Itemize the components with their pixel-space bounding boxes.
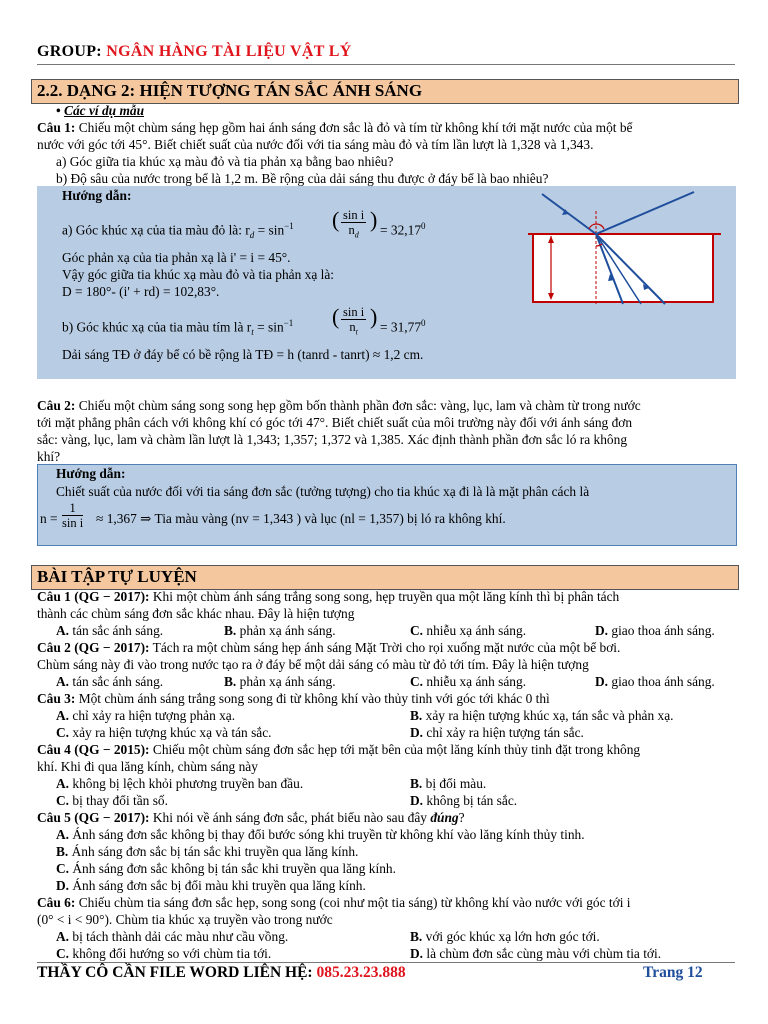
q2-line3: sắc: vàng, lục, lam và chàm lần lượt là 1,343; 1,357; 1,372 và 1,385. Xác định thành phần đơn sắc ló ra không	[37, 432, 628, 447]
ex6-line1: Câu 6: Chiếu chùm tia sáng đơn sắc hẹp, song song (coi như một tia sáng) từ không khí vào nước với góc tới i	[37, 895, 631, 910]
angle-iprime-arc	[596, 224, 604, 229]
q2-line1: Câu 2: Chiếu một chùm sáng song song hẹp gồm bốn thành phần đơn sắc: vàng, lục, lam và chàm từ trong nước	[37, 398, 641, 413]
q1-line1: Câu 1: Chiếu một chùm sáng hẹp gồm hai ánh sáng đơn sắc là đỏ và tím từ không khí tới mặt nước của một bể	[37, 120, 633, 135]
footer-rule	[37, 962, 735, 963]
water-tank	[533, 234, 713, 302]
guide1-line1: a) Góc khúc xạ của tia màu đỏ là: $r_d = \sin^{-1}$	[62, 221, 294, 241]
angle-i-arc	[589, 224, 596, 229]
ex2-C: C. nhiễu xạ ánh sáng.	[410, 674, 527, 689]
paren-left-2: (	[332, 304, 340, 329]
frac1: $\frac{\text{sin i}}{n_d}$	[343, 208, 365, 240]
ex6-B: B. với góc khúc xạ lớn hơn góc tới.	[410, 929, 600, 944]
guide1-line3: Vậy góc giữa tia khúc xạ màu đỏ và tia phản xạ là:	[62, 267, 335, 282]
guide2-n: n =	[40, 511, 58, 526]
guide2-title: Hướng dẫn:	[56, 466, 126, 481]
refraction-diagram	[511, 186, 736, 379]
ex3-A: A. chỉ xảy ra hiện tượng phản xạ.	[56, 708, 236, 723]
guide1-line2: Góc phản xạ của tia phản xạ là i' = i = 45°.	[62, 250, 291, 265]
guide2-frac: $\frac{1}{\text{sin i}}$	[62, 501, 84, 530]
ex1-D: D. giao thoa ánh sáng.	[595, 623, 715, 638]
header-rule	[37, 64, 735, 65]
ex4-A: A. không bị lệch khỏi phương truyền ban đầu.	[56, 776, 304, 791]
ex3-line1: Câu 3: Một chùm ánh sáng trắng song song đi từ không khí vào thủy tinh với góc tới khác 0 thì	[37, 691, 550, 706]
guide1-title: Hướng dẫn:	[62, 188, 132, 203]
guide1-line6: Dải sáng TĐ ở đáy bể có bề rộng là TĐ = h (tanrd - tanrt) ≈ 1,2 cm.	[62, 347, 424, 362]
ex5-C: C. Ánh sáng đơn sắc không bị tán sắc khi truyền qua lăng kính.	[56, 861, 396, 876]
ex4-line2: khí. Khi đi qua lăng kính, chùm sáng này	[37, 759, 258, 774]
ex2-line1: Câu 2 (QG − 2017): Tách ra một chùm sáng hẹp ánh sáng Mặt Trời cho rọi xuống mặt nước của một bể bơi.	[37, 640, 621, 655]
paren-right-1: )	[370, 207, 378, 232]
guide2-line1: Chiết suất của nước đối với tia sáng đơn sắc (tưởng tượng) cho tia khúc xạ đi là là mặt phân cách là	[56, 484, 590, 499]
section2-title: BÀI TẬP TỰ LUYỆN	[37, 567, 197, 586]
ex3-B: B. xảy ra hiện tượng khúc xạ, tán sắc và phản xạ.	[410, 708, 674, 723]
ex1-A: A. tán sắc ánh sáng.	[56, 623, 164, 638]
ex1-line2: thành các chùm sáng đơn sắc khác nhau. Đây là hiện tượng	[37, 606, 355, 621]
header-group	[37, 44, 352, 60]
reflected-ray	[596, 192, 694, 234]
section-title: 2.2. DẠNG 2: HIỆN TƯỢNG TÁN SẮC ÁNH SÁNG	[37, 81, 423, 100]
ex4-D: D. không bị tán sắc.	[410, 793, 518, 808]
ex6-line2: (0° < i < 90°). Chùm tia khúc xạ truyền vào trong nước	[37, 912, 333, 927]
ex2-A: A. tán sắc ánh sáng.	[56, 674, 164, 689]
q2-line4: khí?	[37, 449, 61, 464]
paren-left-1: (	[332, 207, 340, 232]
guide1-line5: b) Góc khúc xạ của tia màu tím là $r_t = \sin^{-1}$	[62, 318, 294, 338]
frac2: $\frac{\text{sin i}}{n_t}$	[343, 305, 365, 337]
ex2-D: D. giao thoa ánh sáng.	[595, 674, 715, 689]
guide1-result1: = $32,17^0$	[380, 221, 426, 238]
ex3-C: C. xảy ra hiện tượng khúc xạ và tán sắc.	[56, 725, 272, 740]
ex2-B: B. phản xạ ánh sáng.	[224, 674, 336, 689]
guide1-result2: = $31,77^0$	[380, 318, 426, 335]
ex1-line1: Câu 1 (QG − 2017): Khi một chùm ánh sáng trắng song song, hẹp truyền qua một lăng kính thì bị phân tách	[37, 589, 620, 604]
guide2-box	[37, 464, 737, 546]
ex4-B: B. bị đổi màu.	[410, 776, 487, 791]
guide1-line4: D = 180°- (i' + rd) = 102,83°.	[62, 284, 220, 299]
ex1-B: B. phản xạ ánh sáng.	[224, 623, 336, 638]
q1-b: b) Độ sâu của nước trong bể là 1,2 m. Bề rộng của dải sáng thu được ở đáy bể là bao nhiêu?	[56, 171, 549, 186]
ex5-B: B. Ánh sáng đơn sắc bị tán sắc khi truyền qua lăng kính.	[56, 844, 359, 859]
q1-line2: nước với góc tới 45°. Biết chiết suất của nước đối với tia sáng màu đỏ và tím lần lượt là 1,328 và 1,343.	[37, 137, 594, 152]
ex1-C: C. nhiễu xạ ánh sáng.	[410, 623, 527, 638]
ex5-D: D. Ánh sáng đơn sắc bị đổi màu khi truyền qua lăng kính.	[56, 878, 366, 893]
ex5-line1: Câu 5 (QG − 2017): Khi nói về ánh sáng đơn sắc, phát biểu nào sau đây đúng?	[37, 810, 465, 825]
ex5-A: A. Ánh sáng đơn sắc không bị thay đổi bước sóng khi truyền từ không khí vào lăng kính thủy tinh.	[56, 827, 585, 842]
ex6-D: D. là chùm đơn sắc cùng màu với chùm tia tới.	[410, 946, 662, 961]
guide2-line2: ≈ 1,367 ⇒ Tia màu vàng (nv = 1,343 ) và lục (nl = 1,357) bị ló ra không khí.	[96, 511, 506, 526]
ex4-line1: Câu 4 (QG − 2015): Chiếu một chùm sáng đơn sắc hẹp tới mặt bên của một lăng kính thủy tinh đặt trong không	[37, 742, 641, 757]
q1-a: a) Góc giữa tia khúc xạ màu đỏ và tia phản xạ bằng bao nhiêu?	[56, 154, 394, 169]
footer-contact: THẦY CÔ CẦN FILE WORD LIÊN HỆ: 085.23.23.888	[37, 964, 406, 981]
ex3-D: D. chỉ xảy ra hiện tượng tán sắc.	[410, 725, 584, 740]
examples-heading: • Các ví dụ mẫu	[56, 103, 145, 118]
ex6-C: C. không đổi hướng so với chùm tia tới.	[56, 946, 272, 961]
group-label: GROUP:	[37, 43, 102, 60]
ex4-C: C. bị thay đổi tần số.	[56, 793, 168, 808]
q2-line2: tới mặt phẳng phân cách với không khí có góc tới 47°. Biết chiết suất của môi trường này đối với ánh sáng đơn	[37, 415, 633, 430]
ex6-A: A. bị tách thành dải các màu như cầu vồng.	[56, 929, 289, 944]
footer-phone: 085.23.23.888	[316, 964, 406, 981]
paren-right-2: )	[370, 304, 378, 329]
page-number: Trang 12	[643, 964, 703, 981]
ex2-line2: Chùm sáng này đi vào trong nước tạo ra ở đáy bể một dải sáng có màu từ đỏ tới tím. Đây là hiện tượng	[37, 657, 589, 672]
group-name: NGÂN HÀNG TÀI LIỆU VẬT LÝ	[106, 43, 352, 60]
